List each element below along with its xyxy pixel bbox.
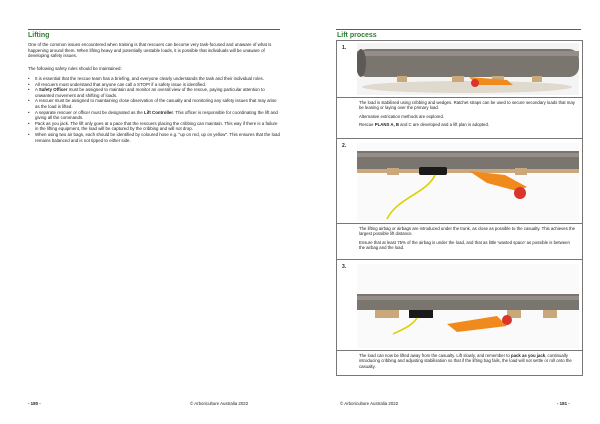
step-text: [359, 100, 577, 128]
copyright: © Arboriculture Australia 2022: [340, 401, 399, 406]
rules-intro: The following safety rules should be maintained:: [28, 66, 122, 71]
step-text: [359, 226, 577, 251]
lift-step-3: [336, 259, 583, 376]
paragraph: The lifting airbag or airbags are introduced under the trunk, as close as possible to the casualty. This achieves the largest possible lift distance.: [359, 226, 576, 237]
list-item: • Pack as you jack. The lift only goes at a pace that the rescuers placing the cribbing can maintain. This way if there is a failure in the lifting equipment, the load will be captured by the cribbing and will not drop.: [28, 121, 280, 132]
list-item: • A separate rescuer or officer must be designated as the Lift Controller. This officer is responsible for coordinating the lift and giving all the commands.: [28, 110, 280, 121]
safety-rules-list: [28, 76, 280, 143]
step-number: 1.: [342, 45, 347, 51]
paragraph: The load can now be lifted away from the casualty. Lift slowly, and remember to pack as you jack, continually introducing cribbing and adjusting stabilisation so that if the lifting bag fails, the load will not settle or roll onto the casualty.: [359, 353, 572, 369]
stabilised-load-illustration: [357, 43, 579, 95]
section-heading: Lift process: [337, 32, 377, 39]
paragraph: The load is stabilised using cribbing and wedges. Ratchet straps can be used to secure secondary loads that may be leaning or laying over the primary load.: [359, 100, 575, 111]
intro-paragraph: One of the common issues encountered when training is that rescuers can become very task-focused and unaware of what is happening around them. When lifting heavy and potentially unstable loads, it is possible that individuals will be unaware of developing safety issues.: [28, 42, 272, 59]
list-item: • It is essential that the rescue team has a briefing, and everyone clearly understands the task and their individual roles.: [28, 76, 280, 82]
heading-rule: [28, 29, 280, 30]
list-item: • A rescuer must be assigned to maintaining close observation of the casualty and monitoring any safety issues that may arise as the load is lifted.: [28, 98, 280, 109]
list-item: • All rescuers must understand that anyone can call a STOP! if a safety issue is identified.: [28, 82, 280, 88]
paragraph: Ensure that at least 75% of the airbag is under the load, and that as little 'wasted space' as possible is between the airbag and the load.: [359, 239, 570, 251]
section-heading: Lifting: [28, 32, 50, 39]
page-number: - 180 -: [28, 401, 41, 406]
paragraph: Rescue PLANS A, B and C are developed and a lift plan is adopted.: [359, 122, 490, 128]
page-number: - 181 -: [557, 401, 570, 406]
copyright: © Arboriculture Australia 2022: [190, 401, 249, 406]
paragraph: Alternative extrication methods are explored.: [359, 113, 445, 119]
heading-rule: [336, 29, 581, 30]
list-item: • When using two air bags, each should be identified by coloured hose e.g. "up on red, up on yellow". This ensures that the load remains balanced and is not tipped to either side.: [28, 132, 280, 143]
step-number: 3.: [342, 264, 347, 270]
list-item: • A Safety Officer must be assigned to maintain and monitor an overall view of the rescue, paying particular attention to unwanted movement and shifting of loads.: [28, 87, 280, 98]
step-number: 2.: [342, 143, 347, 149]
airbag-introduced-illustration: [357, 143, 579, 221]
load-lifted-illustration: [357, 264, 579, 348]
lift-step-1: [336, 40, 583, 140]
lift-step-2: [336, 138, 583, 261]
step-text: [359, 353, 577, 369]
